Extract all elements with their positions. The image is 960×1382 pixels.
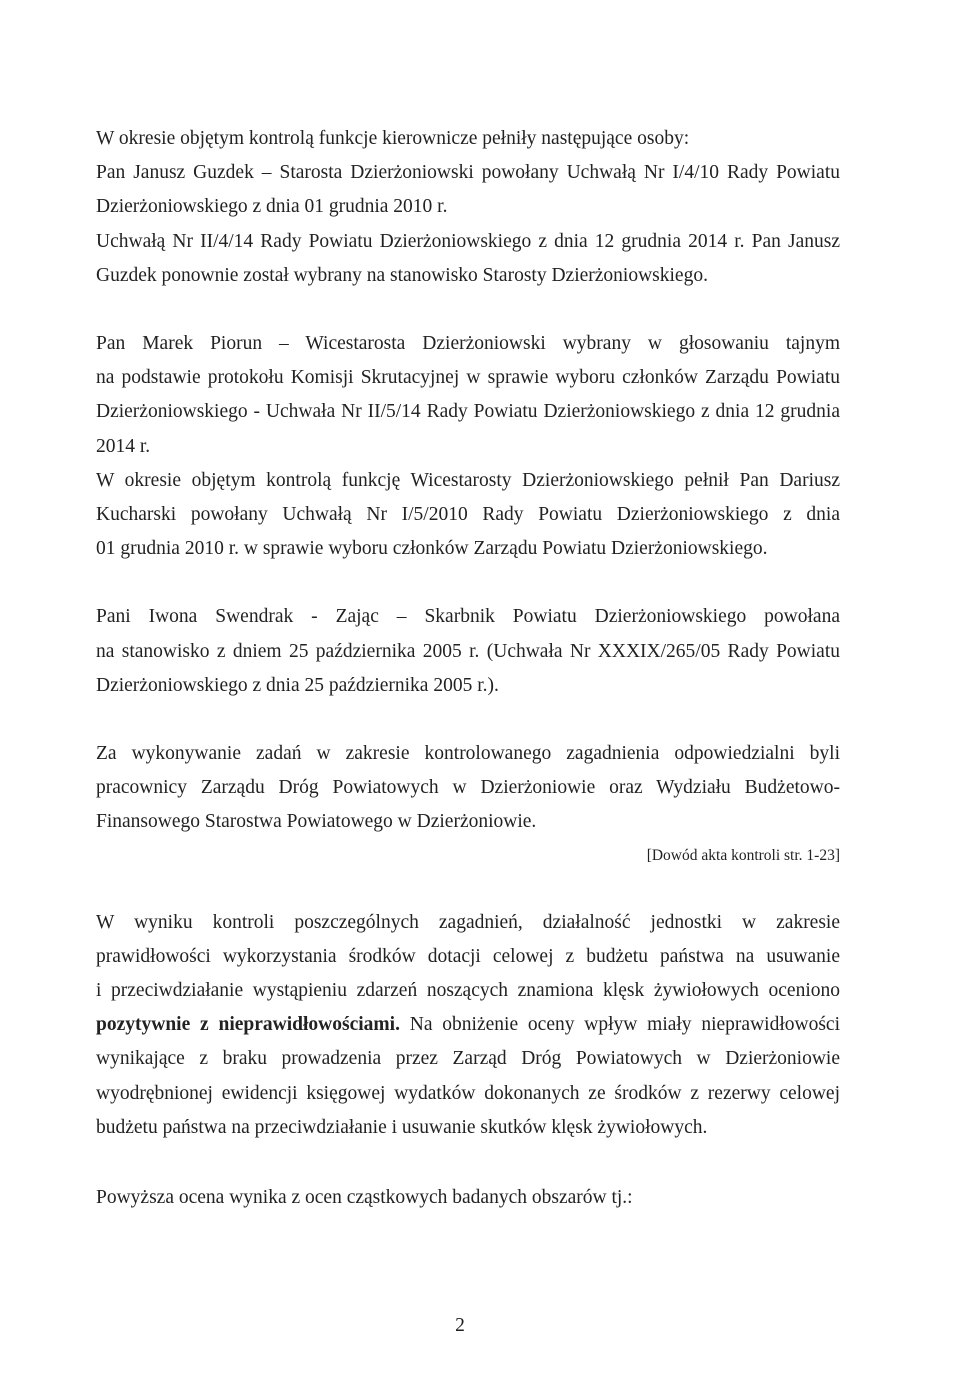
paragraph-line: W wyniku kontroli poszczególnych zagadnień, działalność jednostki w zakresie (96, 911, 840, 933)
paragraph-line: Pan Marek Piorun – Wicestarosta Dzierżoniowski wybrany w głosowaniu tajnym (96, 333, 840, 355)
paragraph-audit-result (96, 906, 840, 1145)
paragraph-management-starosta (96, 122, 840, 293)
paragraph-line: 01 grudnia 2010 r. w sprawie wyboru członków Zarządu Powiatu Dzierżoniowskiego. (96, 538, 768, 560)
page-number: 2 (455, 1315, 465, 1336)
paragraph-line: wynikające z braku prowadzenia przez Zarząd Dróg Powiatowych w Dzierżoniowie (96, 1048, 840, 1070)
paragraph-line: i przeciwdziałanie wystąpieniu zdarzeń noszących znamiona klęsk żywiołowych oceniono (96, 980, 840, 1002)
paragraph-line: wyodrębnionej ewidencji księgowej wydatków dokonanych ze środków z rezerwy celowej (96, 1082, 840, 1104)
paragraph-line: 2014 r. (96, 435, 151, 457)
paragraph-responsible-staff (96, 737, 840, 870)
paragraph-line: Powyższa ocena wynika z ocen cząstkowych badanych obszarów tj.: (96, 1187, 633, 1209)
paragraph-line: Dzierżoniowskiego z dnia 01 grudnia 2010 r. (96, 196, 448, 218)
paragraph-line: W okresie objętym kontrolą funkcje kierownicze pełniły następujące osoby: (96, 128, 690, 149)
paragraph-line: na stanowisko z dniem 25 października 2005 r. (Uchwała Nr XXXIX/265/05 Rady Powiatu (96, 640, 840, 662)
paragraph-line-rest: Na obniżenie oceny wpływ miały nieprawidłowości (399, 1014, 840, 1036)
paragraph-line: Uchwałą Nr II/4/14 Rady Powiatu Dzierżoniowskiego z dnia 12 grudnia 2014 r. Pan Janusz (96, 230, 840, 252)
audit-verdict: pozytywnie z nieprawidłowościami. (96, 1014, 400, 1036)
paragraph-line: na podstawie protokołu Komisji Skrutacyjnej w sprawie wyboru członków Zarządu Powiatu (96, 367, 840, 389)
paragraph-line: Finansowego Starostwa Powiatowego w Dzierżoniowie. (96, 811, 537, 833)
paragraph-line: budżetu państwa na przeciwdziałanie i usuwanie skutków klęsk żywiołowych. (96, 1116, 708, 1138)
paragraph-line: Pani Iwona Swendrak - Zając – Skarbnik Powiatu Dzierżoniowskiego powołana (96, 606, 840, 628)
paragraph-line: Dzierżoniowskiego z dnia 25 października 2005 r.). (96, 674, 499, 696)
evidence-reference: [Dowód akta kontroli str. 1-23] (646, 846, 840, 864)
paragraph-line: Dzierżoniowskiego - Uchwała Nr II/5/14 Rady Powiatu Dzierżoniowskiego z dnia 12 grudnia (96, 401, 840, 423)
paragraph-line: W okresie objętym kontrolą funkcję Wicestarosty Dzierżoniowskiego pełnił Pan Dariusz (96, 469, 840, 491)
document-page (96, 122, 840, 1215)
paragraph-line: prawidłowości wykorzystania środków dotacji celowej z budżetu państwa na usuwanie (96, 945, 840, 967)
paragraph-line: Pan Janusz Guzdek – Starosta Dzierżoniowski powołany Uchwałą Nr I/4/10 Rady Powiatu (96, 162, 840, 184)
paragraph-vice-starosta (96, 327, 840, 566)
paragraph-line: Za wykonywanie zadań w zakresie kontrolowanego zagadnienia odpowiedzialni byli (96, 743, 840, 765)
paragraph-line: Guzdek ponownie został wybrany na stanowisko Starosty Dzierżoniowskiego. (96, 264, 708, 286)
paragraph-line-with-verdict (96, 1008, 840, 1042)
paragraph-assessment-summary (96, 1181, 840, 1215)
paragraph-treasurer (96, 600, 840, 703)
paragraph-line: Kucharski powołany Uchwałą Nr I/5/2010 Rady Powiatu Dzierżoniowskiego z dnia (96, 504, 840, 526)
paragraph-line: pracownicy Zarządu Dróg Powiatowych w Dzierżoniowie oraz Wydziału Budżetowo- (96, 777, 840, 799)
